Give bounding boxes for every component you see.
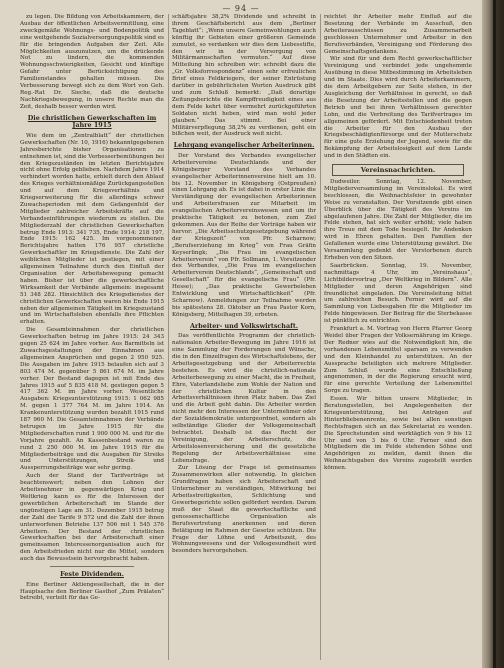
article-paragraph: Saarbrücken. Sonntag, 19. November, nachmittags 4 Uhr, im „Vereinshaus“, Lichtbildervortrag „Der Weltkrieg in Bildern“. Alle Mitglieder und deren Angehörigen sind freundlichst eingeladen. Die Vereinsleitung bittet um zahlreichen Besuch. Ferner wird auf die Sammlung von Liebesgaben für die Mitglieder im Felde hingewiesen. Der Beitrag für die Sterbekasse ist pünktlich zu entrichten. <box>324 262 472 325</box>
article-paragraph: Frankfurt a. M. Vortrag von Herrn Pfarrer Georg Weidel über Fragen der Volksernährung im Kriege. Der Redner wies auf die Notwendigkeit hin, die vorhandenen Lebensmittel sparsam zu verwenden und den Kleinhandel zu unterstützen. An der Aussprache beteiligten sich mehrere Mitglieder. Zum Schluß wurde eine Entschließung angenommen, in der die Regierung ersucht wird, für eine gerechte Verteilung der Lebensmittel Sorge zu tragen. <box>324 326 472 395</box>
spine-strip <box>493 0 496 668</box>
page-number: — 94 — <box>222 4 260 13</box>
article-paragraph: Die Gesamteinnahmen der christlichen Gewerkschaften betrug im Jahre 1915: 24 343 gegen 25 624 im Jahre vorher. Aus Barmitteln ist Zuwachsgestaltungen der Einnahmen aus allgemeinen Ansprüchen und gegen 2 950 925. Die Ausgaben im Jahre 1915 belaufen sich auf 3 803 474 M. gegenüber 5 861 674 M. im Jahre vorher. Der Bestand dagegen ist mit Ende des Jahres 1915 auf 5 835 418 M. gestiegen gegen 5 417 362 M. im Jahre vorher. Wesentliche Ausgaben: Kriegsunterstützung 1915: 1 062 985 M. gegen 1 377 764 M. im Jahre 1914. An Krankenunterstützung wurden bezahlt 1915 rund 187 960 M. Die Gesamteinnahmen der Verbände betrugen im Jahre 1915 für die Mitgliederschaften rund 1 900 000 M. und für die Vorjahre gezahlt. An Kassenbestand waren zu rund 2 250 000 M. im Jahre 1915 für die Mitgliederbeiträge und die Ausgaben für Streiks und Unterstützungen, Streik- und Aussperrungsbeiträge war sehr gering. <box>20 327 164 472</box>
text-column-3 <box>324 14 472 662</box>
section-separator <box>50 566 134 567</box>
text-column-1 <box>20 14 164 662</box>
section-heading: Vereinsnachrichten. <box>332 164 464 176</box>
article-paragraph: Das veröffentlichte Programm der christlich-nationalen Arbeiter-Bewegung im Jahre 1916 ist eine Sammlung der Forderungen und Wünsche, die in den Einzelfragen des Wirtschaftslebens, der Arbeitsgesetzgebung und der Arbeiterrechte bestehen. Es wird die christlich-nationale Arbeiterbewegung zu einer Macht, die in Freiheit, Ehre, Vaterlandsliebe zum Wohle der Nation und der christlichen Kultur in den Arbeitsverhältnissen ihren Platz haben. Das Ziel und die Arbeit geht dahin. Die Arbeiter werden nicht mehr den Interessen der Unternehmer oder der Sozialdemokratie untergeordnet, sondern als selbständige Glieder der Volksgemeinschaft betrachtet. Deshalb ist das Recht der Vereinigung, der Arbeiterschutz, die Arbeitslosenversicherung und die gesetzliche Regelung der Arbeitsverhältnisse eine Lebensfrage. <box>172 333 316 464</box>
article-heading: Feste Dividenden. <box>60 570 124 579</box>
article-paragraph: zu legen. Die Bildung von Arbeitskammern, der Ausbau der öffentlichen Arbeitsvermittlung, eine zweckgemäße Wohnungs- und Bodenpolitik und eine weitgehende Sozialversorgungspolitik sind es für die bringenden Aufgaben der Zeit. Alle Möglichkeiten auszunutzen, um die drückende Not zu lindern, die kommenden Wohnungsschwierigkeiten, Gesicht und künftige Gefahr unter Berücksichtigung des Familienstandes gehalten müssen. Die Verbesserung bewegt sich zu dem Wort von Geh. Reg.-Rat Dr. Sieche, daß die deutsche Nachkriegsbewegung, in unsere Rechte man die Zeit, deshalb besser werden wird. <box>20 14 164 110</box>
article-paragraph: reichtet ihr Arbeiter mehr Einfluß auf die Besetzung der Verbände im Ausschuß, den Arbeiterausschüssen zu Zusammenarbeit geschlossen Unternehmer und Arbeiter in den Berufsverbänden, Vereinigung und Förderung des Gemeinschaftsgedankens. <box>324 14 472 55</box>
article-paragraph: Wie dem im „Zentralblatt“ der christlichen Gewerkschaften (Nr. 10, 1916) bekanntgegebenen Jahresberichte bisher Organisationen zu entnehmen ist, sind die Verbesserbemühungen bei den Kriegszuständen im letzten Berichtsjahre nicht ohne Erfolg geblieben. Nachdem Jahre 1914 verhindert worden hatte, erhielt durch den Ablauf des Krieges verhältnismäßige Zurückgangsstellen und auf dem Kriegsverhältnis und Kriegserweiterung für die allerdings schwer Zuwachsperioden mit dem Gefangenfeld der Mitglieder zahlreicher Arbeitskräfte auf die Verbandseinführungen wiederum zu stellen. Die Mitgliederzahl der christlichen Gewerkschaften betrug Ende 1913: 341 735, Ende 1914: 218 197, Ende 1915: 162 425. Im vorgenommenen Berichtsjahre hatten 176 957 christliche Gewerkschaftler im Kriegsdienste. Die Zahl der weiblichen Mitglieder ist gestiegen, mit einer allgemeinen Teilnahme durch den Einfluß der Organisation der Arbeitsbewegung gemacht haben. Bisher ist über die gewerkschaftliche Wirksamkeit der Verbände allgemein: insgesamt 51 348 282. Hinsichtlich des Kriegsdienstes der christlichen Gewerkschaften waren bis Ende 1915 neben der allgemeinen Tätigkeit im Kriegszustand und im Wirtschaftsleben ebenfalls ihre Pflichten erhalten. <box>20 132 164 326</box>
article-paragraph: Dudweiler. Sonntag, 12. November, Mitgliederversammlung im Vereinslokal. Es wird beschlossen, die Weihnachtsfeier in gewohnter Weise zu veranstalten. Der Vorsitzende gibt einen Überblick über die Tätigkeit des Vereins im abgelaufenen Jahre. Die Zahl der Mitglieder, die im Felde stehen, hat sich weiter erhöht; viele haben ihre Treue mit dem Tode besiegelt. Ihr Andenken wird in Ehren gehalten. Den Familien der Gefallenen wurde eine Unterstützung gewährt. Die Versammlung gedenkt der Verstorbenen durch Erheben von den Sitzen. <box>324 179 472 261</box>
article-paragraph: Zur Lösung der Frage ist gemeinsames Zusammenwirken aller notwendig. In gleichen Grundfragen haben sich Arbeiterschaft und Unternehmer zu verständigen, Mitwirkung bei Arbeitsstreitigkeiten, Schlichtung und Gewerbegerichte sollen gefördert werden. Darum muß der Staat die gewerkschaftliche und genossenschaftliche Organisation als Berufsvertretung anerkennen und deren Betätigung im Rahmen der Gesetze schützen. Die Frage der Löhne und Arbeitszeit, des Wohnungswesens und der Volksgesundheit wird besonders hervorgehoben. <box>172 465 316 555</box>
article-heading: Die christlichen Gewerkschaften im Jahre 1915 <box>27 113 157 130</box>
column-divider <box>168 14 169 660</box>
column-divider <box>320 14 321 660</box>
article-paragraph: Der Vorstand des Verbandes evangelischer Arbeitervereine Deutschlands und der Königsberger Vorstand des Verbandes evangelischer Arbeiterinnenvereine hielt am 10. bis 12. November in Königsberg (Ostpreußen) einen Lehrgang ab. Es ist dabei in erster Linie die Verständigung der evangelischen Arbeiterinnen und Arbeitersfrauen zur Mitarbeit im evangelischen Arbeitervereinswesen und um ihr praktische Tätigkeit zu betonen, zum Ziel gekommen. Aus der Reihe der Vorträge haben wir hervor: „Die Arbeitsschutzgesetzgebung während der Kriegszeit“ von Pfr. Scharnow; „Berufserziehung im Krieg“ von Frau Gräfin Keyserlingk; „Die Frau im evangelischen Arbeiterverein“ von Pfr. Sollmann, 1. Vorsitzender des Verbandes, „Die Frau im evangelischen Arbeiterverein Deutschlands“, „Gemeinschaft und Gesellschaft“ für die evangelische Frau“ (Pfr. Hesse); „Das praktische Gewerbeleben Entwicklung und Wirtschaftlichkeit“ (Pfr. Scharnow). Anmeldungen zur Teilnahme werden bis spätestens 28. Oktober an Frau Pastor Korn, Königsberg, Mittelhagen 39, erbeten. <box>172 152 316 318</box>
book-binding <box>482 0 504 668</box>
article-paragraph: Essen. Wir bitten unsere Mitglieder, in Beratungsstellen, bei Angelegenheiten der Kriegsunterstützung, bei Anträgen auf Hinterbliebenenrente, sowie bei allen sonstigen Rechtsfragen sich an das Sekretariat zu wenden. Die Sprechstunden sind werktäglich von 9 bis 12 Uhr und von 3 bis 6 Uhr. Ferner sind den Mitgliedern die im Felde stehenden Söhne und Angehörigen zu melden, damit ihnen die Weihnachtsgaben des Vereins zugestellt werden können. <box>324 396 472 472</box>
text-column-2 <box>172 14 316 662</box>
article-paragraph: Eine Berliner Aktiengesellschaft, die in der Hauptsache den Berliner Gasthof „Zum Prälaten“ betreibt, verteilt für das Ge- <box>20 581 164 602</box>
article-paragraph: Auch der Stand der Tarifverträge ist beachtenswert; neben den Lohnen der Arbeitsnehmer in gegenwärtigen Krieg und Weltkrieg kann es für die Interessen der gewerblichen Arbeiterschaft im Stande der ungünstigen Lage am 31. Dezember 1915 betrug der Zahl der Tarife 9 572 und die Zahl der ihnen unterworfenen Betriebe 137 506 mit 1 545 376 Arbeitern. Der Bestand der christlichen Gewerkschaften bei der Arbeiterschaft einer gemeinsamen Interessenorganisation auch für den Arbeitsfrieden nicht nur die Mittel, sondern auch das Bewusstsein hervorgebracht haben. <box>20 473 164 563</box>
article-paragraph: Wir sind für und dem Recht gewerkschaftlicher Vereinigung und verbindet jede ungehemmte Ausübung in diese Mitbestimmung im Arbeitsleben und im Staate. Dies wird durch Arbeiterkammern, die dem Arbeitgebern zur Seite stehen, in der Ausgleichung der Verhältnisse in gerecht, so daß die Besetzung der Arbeitsstellen und die gegen Betrieb und bei ihren Verhältnissen gerechter Lohn, und die Verbreitung des Tarifvertrages im allgemeinen gefördert. Mit Entschiedenheit treten die Arbeiter für den Ausbau der Kriegsbeschädigtenfürsorge und der Mutterschutz für eine gute Erziehung der Jugend, sowie für die Bekämpfung der Arbeitslosigkeit auf dem Lande und in den Städten ein. <box>324 56 472 160</box>
article-paragraph: schäftsjahre 38,2% Dividende und schreibt in ihrem Geschäftsbericht aus dem „Berliner Tageblatt“: „Wenn unsere Gemeinwohlungen auch künftig ihr Gebieten einer größeren Gemeinde zumutet, so verdanken wir dies dem Liebesstifte, den wir in der Versorgung von Militärmannschaften vermuten.“ Auf diese Mitteilung hin schreiben wir: schreibt dazu die „Gr. Volksforrespondenz“ einen sehr erfreulichen Brief eines Feldkriegers, der seiner Entrüstung darüber in gebührlichsten Worten Ausdruck gibt und zum Schluß bemerkt: „Daß derartige Zeitungsberichte die Kampffreudigkeit eines aus dem Felde kehrt über vermehrt zurückgeführten Soldaten nicht heben, wird man wohl jeder glauben.“ Das stimmt. Bei einer Militärverpflegung 38,2% zu verdienen, geht ein bißchen weit, der Ausdruck weit nicht. <box>172 14 316 138</box>
article-heading: Lehrgang evangelischer Arbeiterinnen. <box>173 141 315 150</box>
article-heading: Arbeiter- und Volkswirtschaft. <box>189 321 299 330</box>
